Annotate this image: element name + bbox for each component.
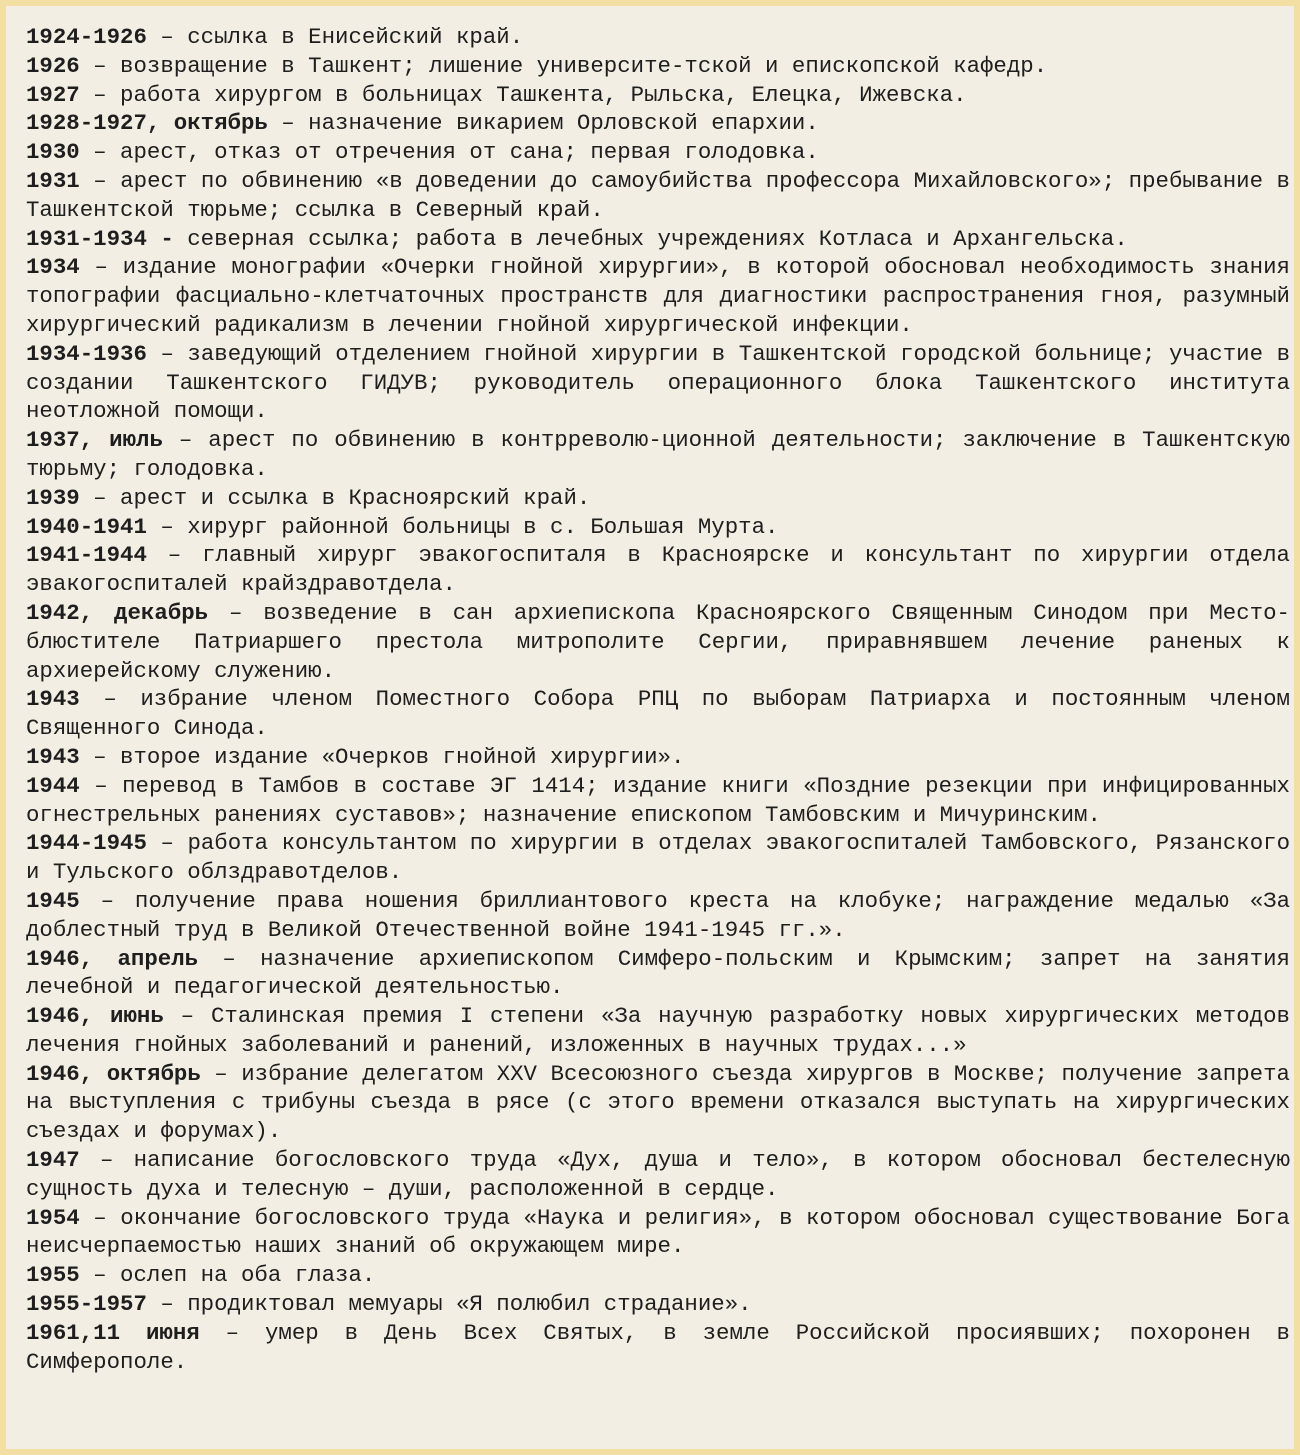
entry-text: – хирург районной больницы в с. Большая Мурта. (146, 513, 779, 540)
entry-text: – Сталинская премия I степени «За научную разработку новых хирургических методов лечения гнойных заболеваний и ранений, изложенных в научных трудах...» (26, 1003, 1290, 1058)
chronology-entry (26, 772, 1290, 830)
entry-date: 1931-1934 - (26, 225, 174, 252)
entry-text: – назначение архиепископом Симферо-польским и Крымским; запрет на занятия лечебной и педагогической деятельностью. (26, 945, 1290, 1001)
entry-text: северная ссылка; работа в лечебных учреждениях Котласа и Архангельска. (173, 225, 1128, 252)
chronology-entry (26, 81, 1290, 110)
entry-date: 1924-1926 (26, 24, 147, 50)
entry-date: 1934-1936 (26, 340, 147, 367)
chronology-entry (26, 1146, 1290, 1204)
entry-text: – арест по обвинению в контрреволю-ционной деятельности; заключение в Ташкентскую тюрьму; голодовка. (26, 427, 1290, 482)
entry-date: 1943 (26, 743, 80, 770)
chronology-entry (26, 685, 1290, 743)
entry-date: 1928-1927, октябрь (26, 110, 268, 137)
entry-text: – возвращение в Ташкент; лишение университе-тской и епископской кафедр. (79, 52, 1048, 79)
entry-date: 1942, декабрь (26, 599, 209, 626)
entry-text: – арест, отказ от отречения от сана; первая голодовка. (79, 139, 819, 166)
entry-text: – работа хирургом в больницах Ташкента, Рыльска, Елецка, Ижевска. (79, 81, 967, 108)
entry-text: – получение права ношения бриллиантового креста на клобуке; награждение медалью «За доблестный труд в Великой Отечественной войне 1941-1945 гг.». (26, 887, 1290, 943)
entry-text: – назначение викарием Орловской епархии. (267, 110, 819, 137)
chronology-entry (26, 1319, 1290, 1377)
entry-text: – избрание делегатом XXV Всесоюзного съезда хирургов в Москве; получение запрета на выступления с трибуны съезда в рясе (с этого времени отказался выступать на хирургических съездах и форумах). (26, 1060, 1290, 1145)
chronology-entry (26, 167, 1290, 225)
entry-date: 1941-1944 (26, 542, 147, 569)
chronology-entry (26, 253, 1290, 339)
entry-text: – работа консультантом по хирургии в отделах эвакогоспиталей Тамбовского, Рязанского и Тульского облздравотделов. (26, 830, 1290, 886)
chronology-list (26, 23, 1290, 1376)
entry-date: 1961,11 июня (26, 1319, 200, 1346)
chronology-entry (26, 109, 1290, 138)
entry-date: 1940-1941 (26, 513, 147, 540)
entry-date: 1937, июль (26, 427, 163, 454)
entry-text: – продиктовал мемуары «Я полюбил страдание». (146, 1291, 752, 1318)
entry-text: – окончание богословского труда «Наука и религия», в котором обосновал существование Бога неисчерпаемостью наших знаний об окружающем мире. (26, 1204, 1290, 1260)
entry-text: – перевод в Тамбов в составе ЭГ 1414; издание книги «Поздние резекции при инфицированных огнестрельных ранениях суставов»; назначение епископом Тамбовским и Мичуринским. (26, 772, 1290, 828)
entry-text: – возведение в сан архиепископа Красноярского Священным Синодом при Место-блюстителе Патриаршего престола митрополите Сергии, приравнявшем лечение раненых к архиерейскому служению. (26, 599, 1290, 684)
entry-text: – ссылка в Енисейский край. (146, 24, 524, 50)
entry-text: – умер в День Всех Святых, в земле Российской просиявших; похоронен в Симферополе. (26, 1319, 1290, 1375)
chronology-entry (26, 426, 1290, 484)
entry-date: 1944 (26, 772, 80, 799)
entry-date: 1927 (26, 81, 80, 108)
chronology-entry (26, 484, 1290, 513)
chronology-entry (26, 887, 1290, 945)
entry-text: – избрание членом Поместного Собора РПЦ по выборам Патриарха и постоянным членом Священного Синода. (26, 686, 1290, 742)
chronology-entry (26, 1290, 1290, 1319)
chronology-entry (26, 138, 1290, 167)
entry-date: 1946, октябрь (26, 1060, 201, 1087)
chronology-entry (26, 1261, 1290, 1290)
chronology-entry (26, 945, 1290, 1003)
chronology-entry (26, 1060, 1290, 1146)
entry-date: 1939 (26, 484, 80, 511)
entry-date: 1930 (26, 139, 80, 166)
chronology-entry (26, 1204, 1290, 1262)
entry-text: – арест и ссылка в Красноярский край. (79, 484, 591, 511)
entry-date: 1946, июнь (26, 1003, 164, 1030)
entry-text: – написание богословского труда «Дух, душа и тело», в котором обосновал бестелесную сущность духа и телесную – души, расположенной в сердце. (26, 1147, 1290, 1202)
chronology-entry (26, 541, 1290, 599)
entry-date: 1943 (26, 686, 80, 713)
chronology-entry (26, 743, 1290, 772)
entry-date: 1926 (26, 52, 80, 79)
chronology-entry (26, 52, 1290, 81)
entry-text: – второе издание «Очерков гнойной хирургии». (79, 743, 685, 770)
entry-text: – заведующий отделением гнойной хирургии в Ташкентской городской больнице; участие в создании Ташкентского ГИДУВ; руководитель операционного блока Ташкентского института неотложной помощи. (26, 340, 1290, 425)
entry-date: 1954 (26, 1204, 80, 1231)
entry-text: – издание монографии «Очерки гнойной хирургии», в которой обосновал необходимость знания топографии фасциально-клетчаточных пространств для диагностики распространения гноя, разумный хирургический радикализм в лечении гнойной хирургической инфекции. (26, 254, 1290, 338)
entry-date: 1944-1945 (26, 830, 147, 857)
entry-date: 1931 (26, 167, 80, 194)
chronology-entry (26, 225, 1290, 254)
chronology-entry (26, 1002, 1290, 1060)
entry-date: 1947 (26, 1147, 80, 1174)
entry-date: 1955-1957 (26, 1291, 147, 1318)
entry-date: 1945 (26, 887, 80, 914)
entry-date: 1955 (26, 1262, 80, 1289)
entry-text: – арест по обвинению «в доведении до самоубийства профессора Михайловского»; пребывание в Ташкентской тюрьме; ссылка в Северный край. (26, 167, 1290, 223)
chronology-entry (26, 340, 1290, 426)
entry-text: – главный хирург эвакогоспиталя в Красноярске и консультант по хирургии отдела эвакогоспиталей крайздравотдела. (26, 542, 1290, 598)
chronology-entry (26, 23, 1290, 52)
entry-date: 1934 (26, 254, 80, 281)
chronology-entry (26, 513, 1290, 542)
chronology-entry (26, 599, 1290, 685)
entry-text: – ослеп на оба глаза. (79, 1262, 376, 1289)
chronology-entry (26, 829, 1290, 887)
entry-date: 1946, апрель (26, 945, 199, 972)
